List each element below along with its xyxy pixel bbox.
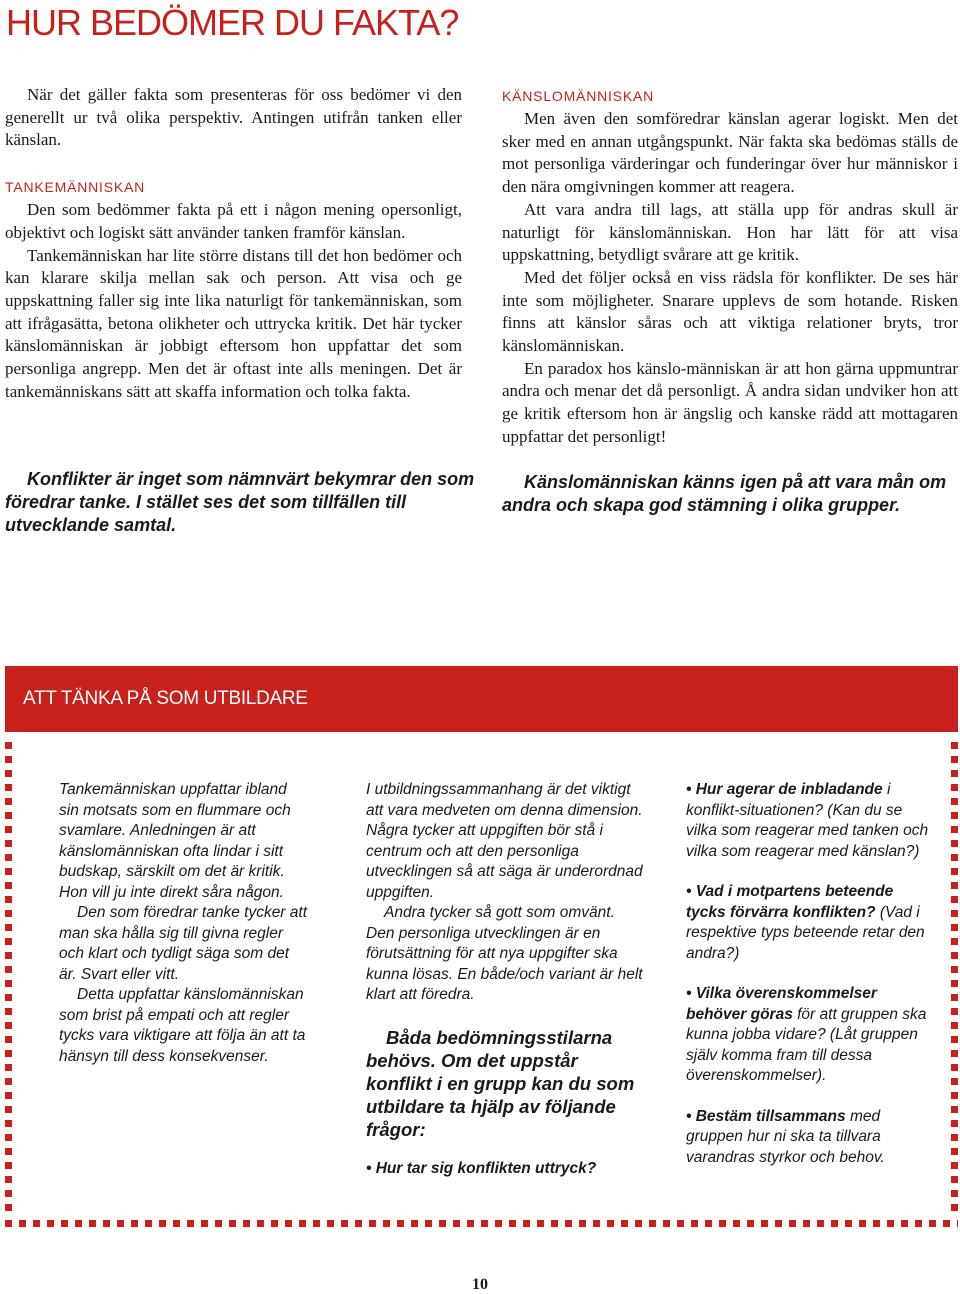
right-paragraph-2: Att vara andra till lags, att ställa upp för andras skull är naturligt för känslomänniskan. Hon har lätt för att visa uppskattning, betydligt svårare att ge kritik.	[502, 199, 958, 265]
box1-paragraph-3: Detta uppfattar känslomänniskan som brist på empati och att regler tycks vara viktigare att följa än att ta hänsyn till dess konsekvenser.	[59, 986, 306, 1065]
section-banner	[5, 666, 958, 732]
box2-paragraph-1: I utbildningssammanhang är det viktigt att vara medveten om denna dimension. Några tycker att uppgiften bör stå i centrum och att den personliga utvecklingen så att säga är underordnad uppgiften.	[366, 781, 643, 901]
right-callout: Känslomänniskan känns igen på att vara mån om andra och skapa god stämning i olika grupper.	[502, 472, 947, 515]
box-column-2	[366, 780, 646, 1179]
page-number: 10	[472, 1276, 488, 1293]
left-column	[5, 84, 462, 403]
question-4-text: med gruppen hur ni ska ta tillvara varandras styrkor och behov.	[686, 1107, 885, 1166]
right-paragraph-4: En paradox hos känslo-människan är att hon gärna uppmuntrar andra och menar det då personligt. Å andra sidan undviker hon att ge kritik eftersom hon är ängslig och kanske rädd att mottagaren uppfattar det personligt!	[502, 358, 958, 446]
box2-bullet: • Hur tar sig konflikten uttryck?	[366, 1159, 597, 1177]
right-paragraph-3: Med det följer också en viss rädsla för konflikter. De ses här inte som möjligheter. Snarare upplevs de som hotande. Risken finns att känslor såras och att viktiga relationer bryts, tror känslomänniskan.	[502, 267, 958, 356]
section-heading-kanslomanniskan: KÄNSLOMÄNNISKAN	[502, 88, 655, 104]
section-heading-tankemanniskan: TANKEMÄNNISKAN	[5, 179, 146, 196]
right-column	[502, 87, 958, 449]
intro-paragraph: När det gäller fakta som presenteras för oss bedömer vi den generellt ur två olika perspektiv. Antingen utifrån tanken eller känslan.	[5, 85, 462, 150]
box1-paragraph-2: Den som föredrar tanke tycker att man ska hålla sig till givna regler och klart och tydligt säga som det är. Svart eller vitt.	[59, 904, 308, 983]
left-paragraph-1: Den som bedömmer fakta på ett i någon mening opersonligt, objektivt och logiskt sätt använder tanken framför känslan.	[5, 200, 462, 242]
dotted-border-left	[5, 742, 12, 1218]
question-2-text: (Vad i respektive typs beteende retar den andra?)	[686, 903, 925, 962]
left-paragraph-2: Tankemänniskan har lite större distans till det hon bedömer och kan klarare skilja mellan sak och person. Att visa och ge uppskattning faller sig inte lika naturligt för tankemänniskan, som att ifrågasätta, betona olikheter och uttrycka kritik. Det här tycker känslomänniskan är jobbigt eftersom hon uppfattar det som personliga angrepp. Men det är oftast inte alls meningen. Det är tankemänniskans sätt att skaffa information och tolka fakta.	[5, 245, 462, 401]
question-1	[686, 780, 936, 862]
question-3	[686, 984, 936, 1087]
question-3-text: för att gruppen ska kunna jobba vidare? (Låt gruppen själv komma fram till dessa överenskommelser).	[686, 1005, 927, 1084]
question-3-bold: • Vilka överenskommelser behöver göras	[686, 985, 877, 1023]
page-title: HUR BEDÖMER DU FAKTA?	[6, 2, 459, 43]
question-4	[686, 1107, 936, 1169]
box1-paragraph-1: Tankemänniskan uppfattar ibland sin motsats som en flummare och svamlare. Anledningen är att känslomänniskan ofta lindar i sitt budskap, särskilt om det är kritik. Hon vill ju inte direkt såra någon.	[59, 781, 291, 901]
question-2	[686, 882, 936, 964]
dotted-border-bottom	[5, 1220, 958, 1227]
banner-title: ATT TÄNKA PÅ SOM UTBILDARE	[23, 688, 308, 709]
question-2-bold: • Vad i motpartens beteende tycks förvärra konflikten?	[686, 883, 894, 921]
question-4-bold: • Bestäm tillsammans	[686, 1107, 846, 1125]
box-column-1	[59, 780, 309, 1067]
dotted-border-right	[951, 742, 958, 1218]
question-1-bold: • Hur agerar de inbladande	[686, 781, 883, 798]
box2-emphasis: Båda bedömningsstilarna behövs. Om det uppstår konflikt i en grupp kan du som utbildare ta hjälp av följande frågor:	[366, 1026, 635, 1140]
right-paragraph-1: Men även den somföredrar känslan agerar logiskt. Men det sker med en annan utgångspunkt. När fakta ska bedömas ställs de mot personliga värderingar och funderingar över hur människor i den nära omgivningen kommer att reagera.	[502, 109, 958, 197]
question-1-text: i konflikt-situationen? (Kan du se vilka som reagerar med tanken och vilka som reagerar med känslan?)	[686, 781, 929, 860]
box-column-3	[686, 780, 936, 1188]
left-callout: Konflikter är inget som nämnvärt bekymrar den som föredrar tanke. I stället ses det som tillfällen till utvecklande samtal.	[5, 469, 475, 535]
box2-paragraph-2: Andra tycker så gott som omvänt. Den personliga utvecklingen är en förutsättning för att nya uppgifter ska kunna lösas. En både/och variant är helt klart att föredra.	[366, 904, 643, 1003]
